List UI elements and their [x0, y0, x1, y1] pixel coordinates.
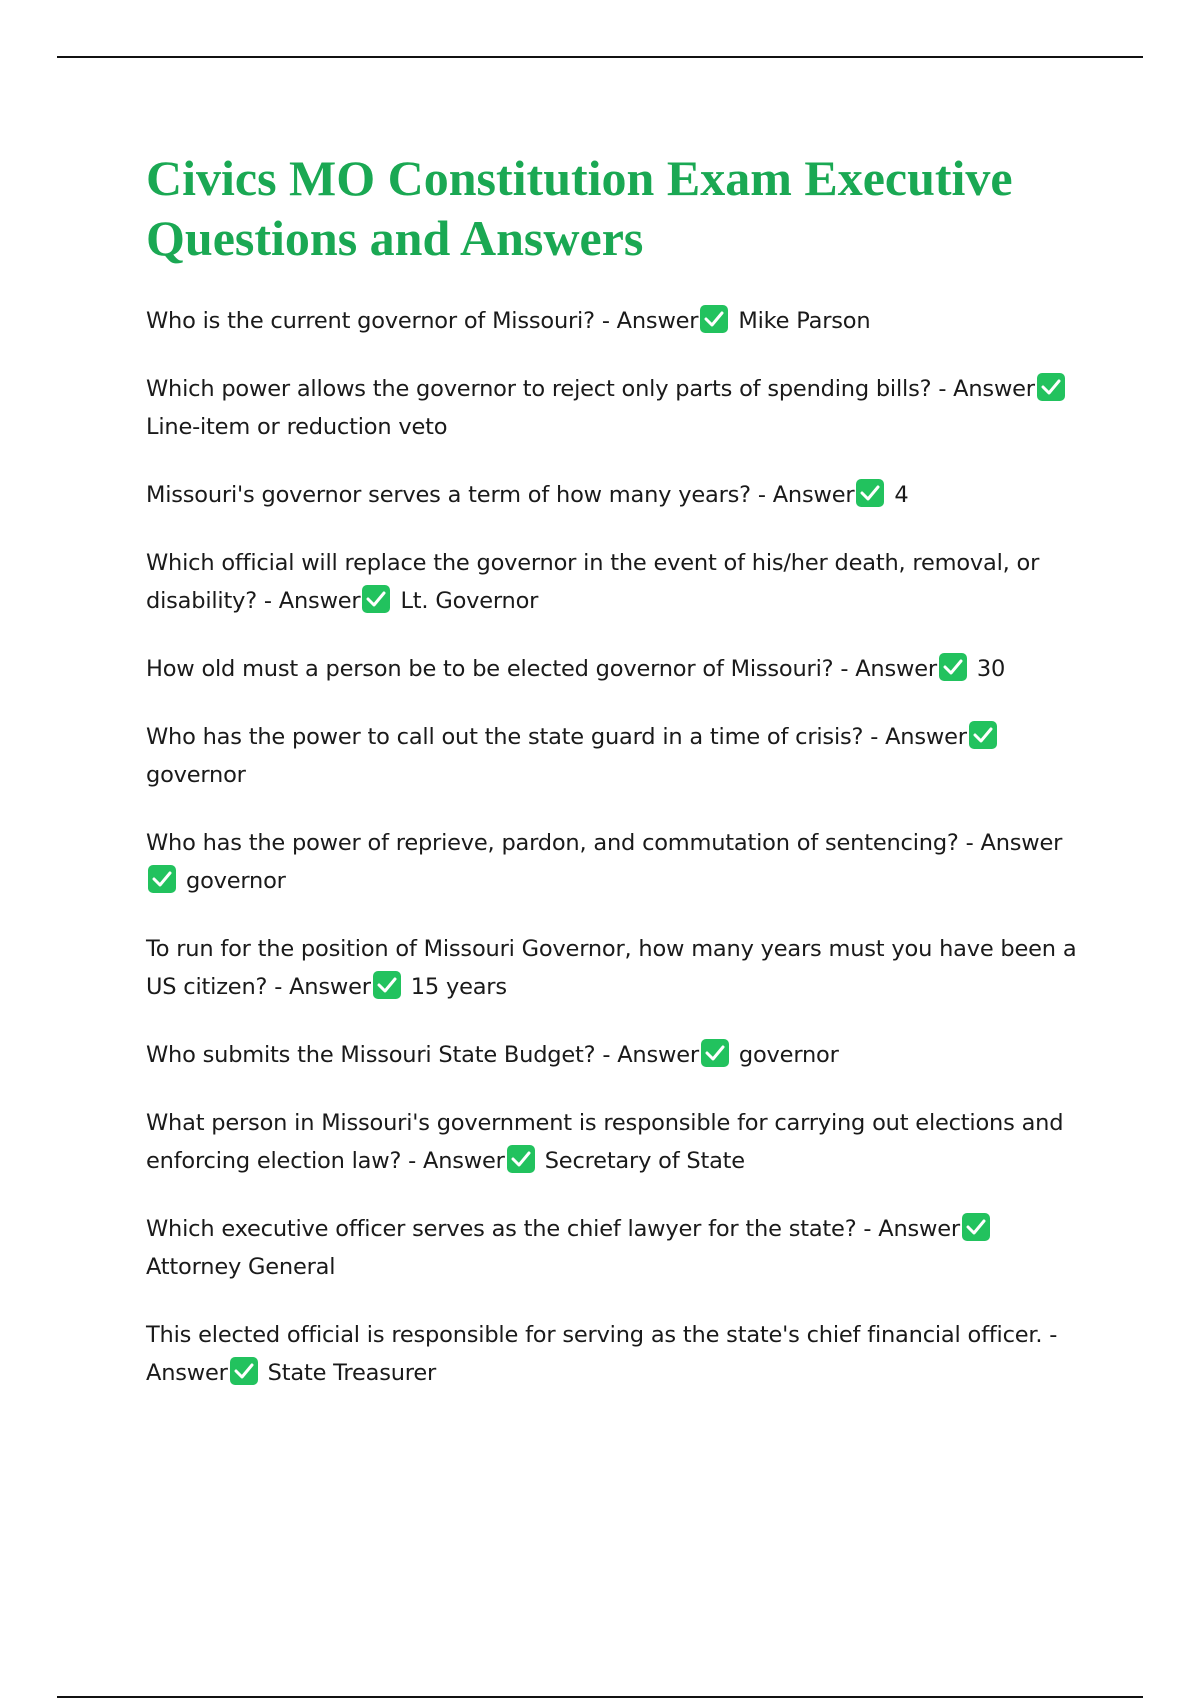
qa-item	[146, 1036, 1086, 1074]
check-mark-icon	[856, 479, 884, 507]
qa-item	[146, 1316, 1086, 1392]
check-mark-icon	[700, 305, 728, 333]
qa-item	[146, 930, 1086, 1006]
qa-item	[146, 1104, 1086, 1180]
answer-label: - Answer	[263, 588, 361, 614]
check-mark-icon	[507, 1145, 535, 1173]
check-mark-icon	[962, 1213, 990, 1241]
check-mark-icon	[969, 721, 997, 749]
question-text: Who is the current governor of Missouri?	[146, 308, 595, 334]
answer-text: Secretary of State	[544, 1148, 745, 1174]
check-mark-icon	[148, 865, 176, 893]
question-text: What person in Missouri's government is responsible for carrying out elections and enforcing election law?	[146, 1110, 1064, 1174]
answer-text: governor	[738, 1042, 839, 1068]
check-mark-icon	[373, 971, 401, 999]
question-text: Who has the power to call out the state guard in a time of crisis?	[146, 724, 864, 750]
answer-label: - Answer	[146, 1322, 1058, 1386]
qa-item	[146, 544, 1086, 620]
qa-item	[146, 650, 1086, 688]
qa-item	[146, 824, 1086, 900]
qa-item	[146, 370, 1086, 446]
qa-item	[146, 1210, 1086, 1286]
question-text: Which official will replace the governor in the event of his/her death, removal, or disability?	[146, 550, 1040, 614]
question-text: Which power allows the governor to reject only parts of spending bills?	[146, 376, 932, 402]
answer-text: governor	[146, 762, 246, 788]
answer-label: - Answer	[757, 482, 855, 508]
answer-label: - Answer	[840, 656, 937, 682]
answer-label: - Answer	[965, 830, 1063, 856]
answer-text: governor	[186, 868, 286, 894]
answer-label: - Answer	[274, 974, 371, 1000]
check-mark-icon	[230, 1357, 258, 1385]
answer-text: 30	[976, 656, 1006, 682]
qa-item	[146, 718, 1086, 794]
qa-item	[146, 302, 1086, 340]
question-text: How old must a person be to be elected governor of Missouri?	[146, 656, 834, 682]
page-title: Civics MO Constitution Exam Executive Questions and Answers	[146, 150, 1013, 266]
question-text: This elected official is responsible for serving as the state's chief financial officer.	[146, 1322, 1043, 1348]
bottom-rule	[57, 1696, 1143, 1698]
question-text: Which executive officer serves as the chief lawyer for the state?	[146, 1216, 857, 1242]
answer-text: Attorney General	[146, 1254, 336, 1280]
top-rule	[57, 56, 1143, 58]
answer-text: Mike Parson	[738, 308, 871, 334]
answer-label: - Answer	[870, 724, 967, 750]
question-text: Who submits the Missouri State Budget?	[146, 1042, 596, 1068]
answer-text: Lt. Governor	[400, 588, 539, 614]
answer-text: 15 years	[410, 974, 507, 1000]
answer-text: State Treasurer	[267, 1360, 437, 1386]
check-mark-icon	[362, 585, 390, 613]
question-text: To run for the position of Missouri Governor, how many years must you have been a US citizen?	[146, 936, 1077, 1000]
question-text: Who has the power of reprieve, pardon, and commutation of sentencing?	[146, 830, 959, 856]
answer-text: 4	[894, 482, 909, 508]
question-text: Missouri's governor serves a term of how many years?	[146, 482, 751, 508]
check-mark-icon	[701, 1039, 729, 1067]
answer-text: Line-item or reduction veto	[146, 414, 448, 440]
answer-label: - Answer	[938, 376, 1035, 402]
answer-label: - Answer	[408, 1148, 505, 1174]
document-body	[146, 148, 1086, 1422]
answer-label: - Answer	[602, 1042, 699, 1068]
qa-item	[146, 476, 1086, 514]
check-mark-icon	[1037, 373, 1065, 401]
answer-label: - Answer	[863, 1216, 960, 1242]
check-mark-icon	[939, 653, 967, 681]
answer-label: - Answer	[601, 308, 699, 334]
